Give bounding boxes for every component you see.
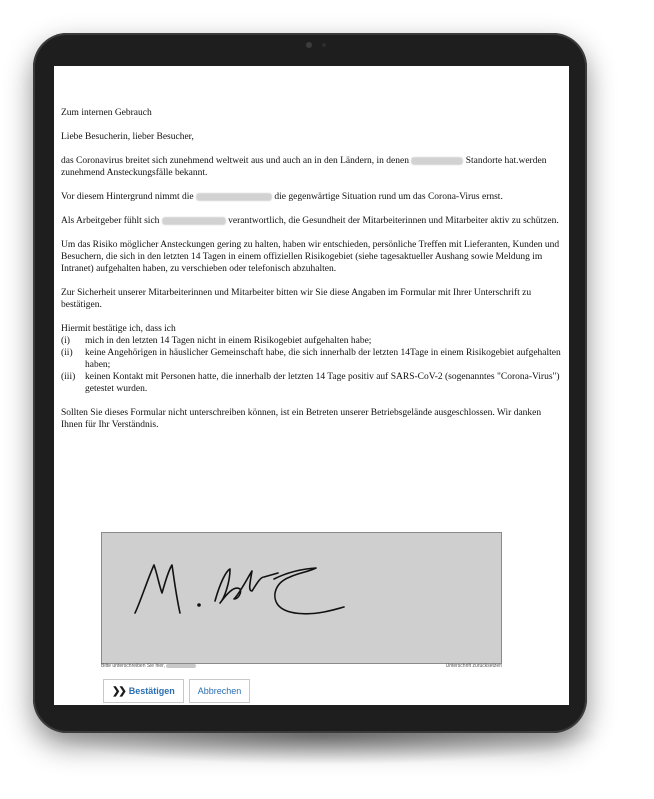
list-item [61,347,561,371]
paragraph-2-end: die gegenwärtige Situation rund um das Corona-Virus ernst. [274,192,503,202]
redacted-visitor-name [166,664,196,668]
confirmation-intro: Hiermit bestätige ich, dass ich [61,324,176,334]
list-item [61,335,561,347]
paragraph-1 [61,155,561,179]
cancel-button[interactable] [189,679,251,703]
action-buttons [103,679,250,703]
redacted-company-name [411,157,463,165]
signature-pad[interactable] [101,532,502,664]
paragraph-1-start: das Coronavirus breitet sich zunehmend weltweit aus und auch an in den Ländern, in denen [61,156,409,166]
list-item [61,371,561,395]
list-item-number: (i) [61,336,70,346]
paragraph-6: Sollten Sie dieses Formular nicht unterschreiben können, ist ein Betreten unserer Betriebsgelände ausgeschlossen. Wir danken Ihnen für Ihr Verständnis. [61,408,542,430]
redacted-company-name [162,217,226,225]
list-item-text: keine Angehörigen in häuslicher Gemeinschaft habe, die sich innerhalb der letzten 14Tage in einem Risikogebiet aufgehalten haben; [85,348,561,370]
signature-hint-text: Bitte unterschreiben Sie hier, [101,663,165,669]
double-chevron-right-icon: ❯❯ [112,685,125,697]
list-item-text: keinen Kontakt mit Personen hatte, die innerhalb der letzten 14 Tage positiv auf SARS-CoV-2 (sogenanntes "Corona-Virus") getestet wurden. [85,372,560,394]
list-item-number: (iii) [61,372,76,382]
paragraph-4: Um das Risiko möglicher Ansteckungen gering zu halten, haben wir entschieden, persönliche Treffen mit Lieferanten, Kunden und Besuchern, die sich in den letzten 14 Tagen in einem offiziellen Risikogebiet (siehe tagesaktueller Aushang sowie Meldung im Intranet) aufgehalten haben, zu verschieben oder telefonisch abzuhalten. [61,240,560,274]
sensor-icon [322,43,326,47]
cancel-button-label: Abbrechen [197,686,242,696]
document-body [61,107,561,443]
paragraph-2 [61,191,561,203]
paragraph-2-start: Vor diesem Hintergrund nimmt die [61,192,194,202]
paragraph-3-start: Als Arbeitgeber fühlt sich [61,216,160,226]
list-item-text: mich in den letzten 14 Tagen nicht in einem Risikogebiet aufgehalten habe; [85,336,372,346]
signature-hint [101,663,196,669]
redacted-company-name [196,193,272,201]
confirm-button[interactable] [103,679,184,703]
list-item-number: (ii) [61,348,73,358]
reset-signature-link[interactable]: Unterschrift zurücksetzen [445,663,502,669]
internal-use-label: Zum internen Gebrauch [61,108,152,118]
signature-drawing [102,533,501,663]
confirm-button-label: Bestätigen [128,686,175,696]
paragraph-3 [61,215,561,227]
greeting: Liebe Besucherin, lieber Besucher, [61,132,194,142]
paragraph-5: Zur Sicherheit unserer Mitarbeiterinnen und Mitarbeiter bitten wir Sie diese Angaben im Formular mit Ihrer Unterschrift zu bestätigen. [61,288,532,310]
tablet-screen [54,66,569,705]
confirmation-list [61,323,561,395]
paragraph-3-end: verantwortlich, die Gesundheit der Mitarbeiterinnen und Mitarbeiter aktiv zu schützen. [228,216,559,226]
camera-icon [306,42,312,48]
paragraph-1-end: Standorte hat.werden zunehmend Ansteckungsfälle bekannt. [61,156,547,178]
